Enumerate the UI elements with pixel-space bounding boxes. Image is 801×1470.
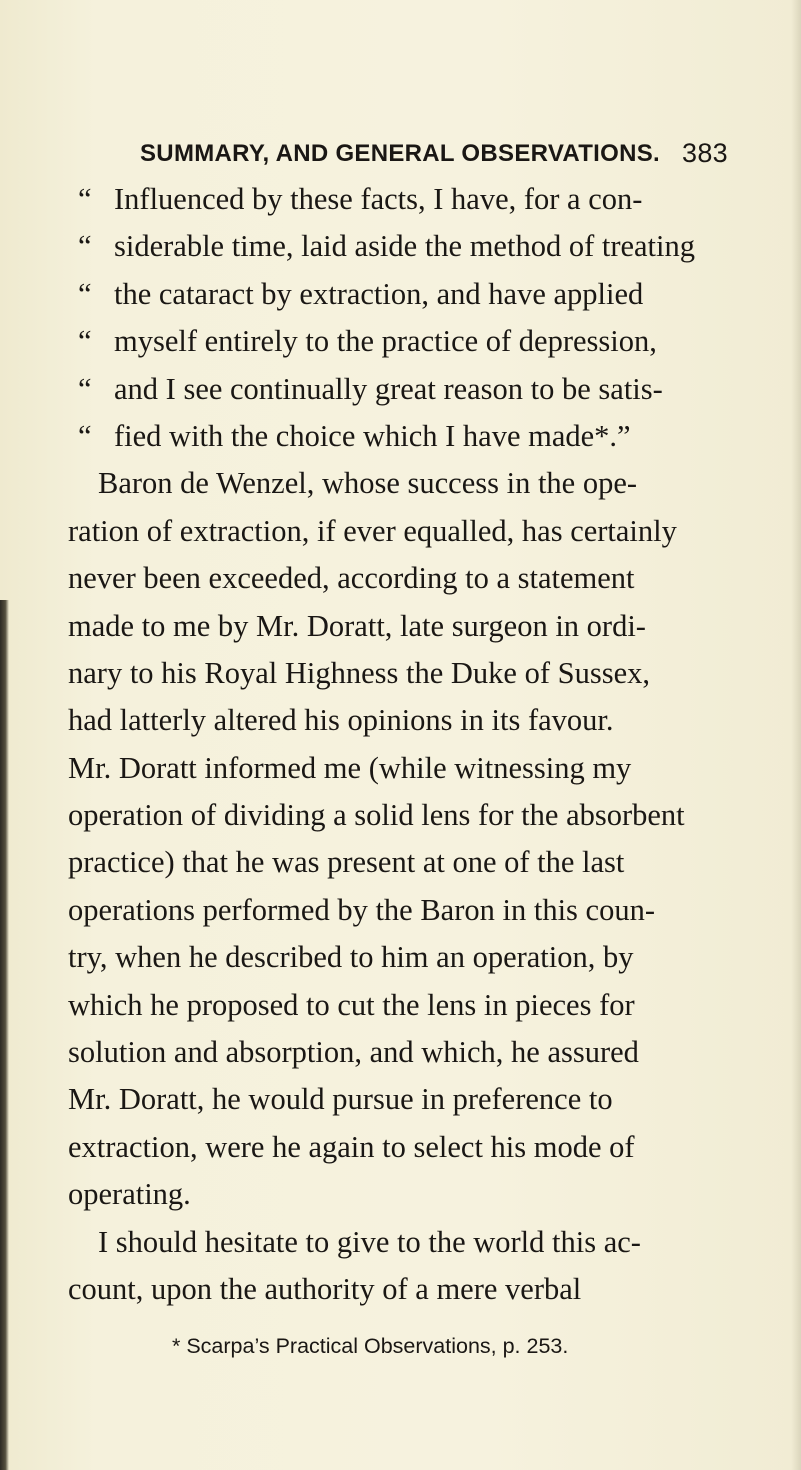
quote-line-text: fied with the choice which I have made*.”	[114, 418, 631, 453]
paragraph-line: operating.	[68, 1177, 191, 1212]
page-edge-shadow	[791, 0, 801, 1470]
paragraph-line: which he proposed to cut the lens in pieces for	[68, 987, 635, 1022]
quote-mark: “	[78, 371, 92, 406]
paragraph-line: nary to his Royal Highness the Duke of Sussex,	[68, 655, 650, 690]
paragraph-line: operations performed by the Baron in this coun-	[68, 892, 655, 927]
quote-line	[68, 318, 728, 365]
quote-line	[68, 366, 728, 413]
quote-mark: “	[78, 324, 92, 359]
body-text	[68, 176, 728, 1313]
paragraph-line: had latterly altered his opinions in its favour.	[68, 703, 614, 738]
quote-line-text: and I see continually great reason to be satis-	[114, 371, 663, 406]
quote-mark: “	[78, 276, 92, 311]
quote-mark: “	[78, 229, 92, 264]
quote-mark: “	[78, 418, 92, 453]
paragraph-line: made to me by Mr. Doratt, late surgeon in ordi-	[68, 608, 646, 643]
quote-line	[68, 176, 728, 223]
paragraph-line: Mr. Doratt, he would pursue in preference to	[68, 1082, 613, 1117]
footnote: * Scarpa’s Practical Observations, p. 253.	[172, 1334, 569, 1358]
paragraph-line: ration of extraction, if ever equalled, has certainly	[68, 513, 677, 548]
paragraph-line: solution and absorption, and which, he assured	[68, 1035, 639, 1070]
running-header	[140, 138, 728, 168]
quote-line-text: Influenced by these facts, I have, for a con-	[114, 182, 643, 216]
page-number: 383	[682, 138, 728, 168]
paragraph-line: try, when he described to him an operation, by	[68, 940, 634, 975]
paragraph-line: practice) that he was present at one of the last	[68, 845, 625, 880]
paragraph-line: Baron de Wenzel, whose success in the ope-	[98, 466, 638, 501]
running-header-title: SUMMARY, AND GENERAL OBSERVATIONS.	[140, 140, 661, 167]
paragraph-line: extraction, were he again to select his mode of	[68, 1129, 635, 1164]
quote-line-text: the cataract by extraction, and have applied	[114, 276, 644, 311]
paragraph-line: I should hesitate to give to the world this ac-	[98, 1224, 641, 1259]
paragraph-line: operation of dividing a solid lens for the absorbent	[68, 798, 685, 833]
quote-line	[68, 413, 728, 460]
binding-edge	[0, 600, 9, 1470]
quote-line-text: myself entirely to the practice of depression,	[114, 324, 657, 359]
paragraph-line: Mr. Doratt informed me (while witnessing my	[68, 750, 632, 785]
quote-line	[68, 271, 728, 318]
paragraph-line: count, upon the authority of a mere verbal	[68, 1271, 582, 1306]
quote-line-text: siderable time, laid aside the method of treating	[114, 229, 696, 264]
quote-mark: “	[78, 182, 92, 216]
quote-line	[68, 223, 728, 270]
paragraph-line: never been exceeded, according to a statement	[68, 561, 635, 596]
